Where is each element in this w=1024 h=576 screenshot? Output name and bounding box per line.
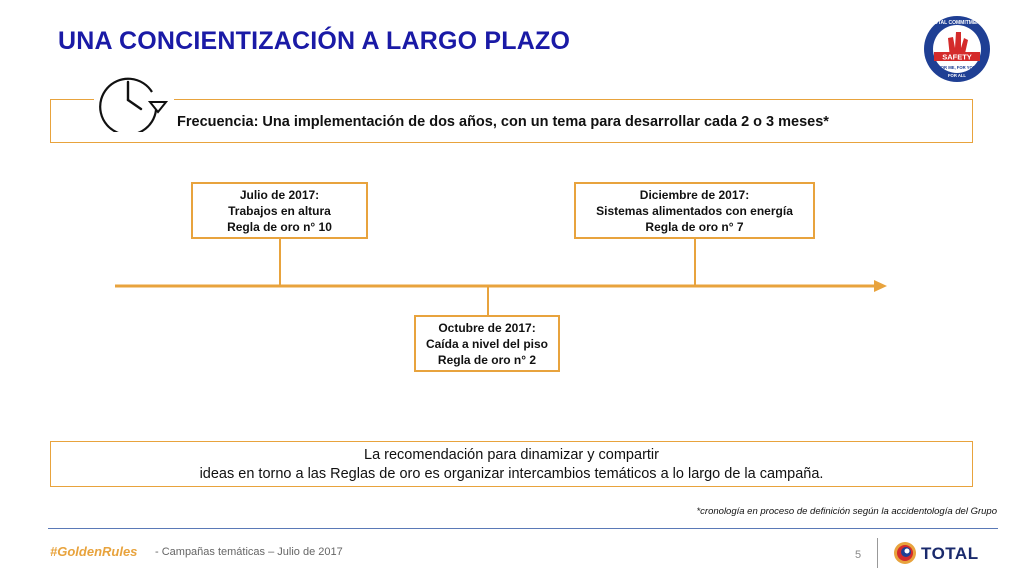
timeline-event-december — [574, 182, 815, 239]
event-topic: Sistemas alimentados con energía — [596, 204, 793, 218]
recommendation-box — [50, 441, 973, 487]
event-date: Diciembre de 2017: — [639, 188, 750, 202]
event-topic: Trabajos en altura — [228, 204, 331, 218]
event-rule: Regla de oro n° 10 — [227, 220, 332, 234]
footnote: *cronología en proceso de definición según la accidentología del Grupo — [696, 506, 997, 517]
event-rule: Regla de oro n° 7 — [645, 220, 744, 234]
badge-line3: FOR ALL — [948, 73, 966, 78]
timeline-event-october — [414, 315, 560, 372]
event-rule: Regla de oro n° 2 — [437, 353, 537, 367]
badge-line2: FOR ME, FOR YOU — [938, 65, 976, 70]
recommendation-line1: La recomendación para dinamizar y compartir — [364, 447, 659, 463]
recommendation-line2: ideas en torno a las Reglas de oro es organizar intercambios temáticos a lo largo de la campaña. — [199, 466, 824, 482]
badge-word: SAFETY — [942, 52, 972, 62]
frequency-text: Frecuencia: Una implementación de dos años, con un tema para desarrollar cada 2 o 3 meses* — [177, 114, 829, 130]
logo-text: TOTAL — [921, 544, 979, 563]
footer-vertical-divider — [877, 538, 878, 568]
page-number: 5 — [855, 549, 862, 561]
page-title: UNA CONCIENTIZACIÓN A LARGO PLAZO — [58, 27, 571, 55]
event-date: Julio de 2017: — [239, 188, 320, 202]
event-date: Octubre de 2017: — [438, 321, 536, 335]
event-topic: Caída a nivel del piso — [425, 337, 549, 351]
footer-hashtag: #GoldenRules — [50, 544, 138, 559]
footer-subtitle: - Campañas temáticas – Julio de 2017 — [155, 546, 343, 558]
footer-divider-line — [48, 528, 998, 529]
badge-line1: TOTAL COMMITMENT — [931, 20, 983, 26]
timeline-event-july — [191, 182, 368, 239]
